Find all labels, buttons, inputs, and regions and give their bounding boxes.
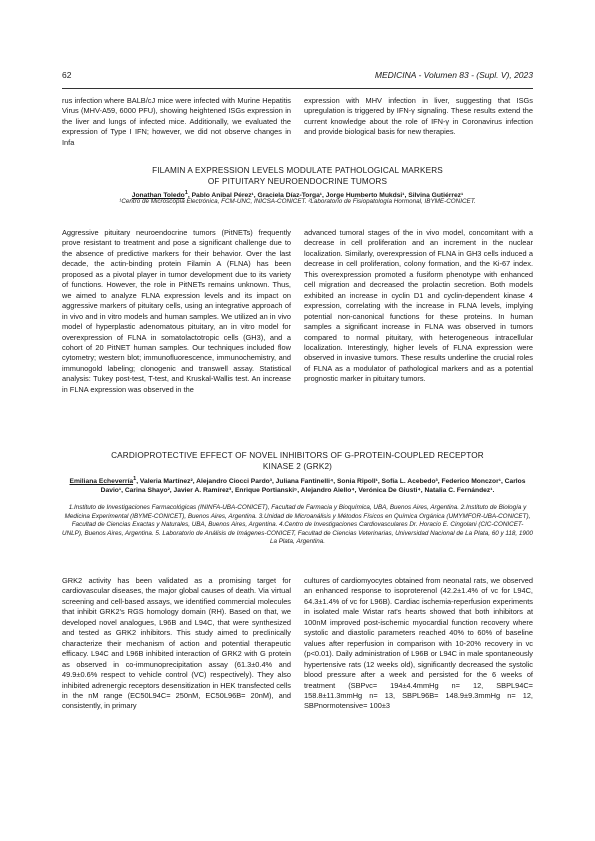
abstract1-title bbox=[62, 166, 533, 187]
abstract1-presenting-author: Jonathan Toledo bbox=[131, 192, 185, 200]
abstract1-left: Aggressive pituitary neuroendocrine tumors (PitNETs) frequently prove resistant to treatment and pose a significant challenge due to the absence of predictive markers for their behavior. Over the last decade, the actin-binding protein Filamin A (FLNA) has been proposed as a pivotal player in tumor development due to its variety of functions. However, the role in PitNETs remains unknown. Thus, we aimed to analyze FLNA expression levels and its impact on aggressive markers of pituitary cells, using an integrative approach of in vivo and in vitro models and human samples. We utilized an in vivo model of hyperplastic adenomatous pituitary, an in vitro model for overexpression of FLNA in somatolactotropic cells (GH3), and a cohort of 20 PitNET human samples. Our techniques included flow cytometry; western blot; immunofluorescence, immunochemistry, and immunogold labeling; clonogenic and transwell assay. Statistical analysis: Tukey post-test, T-test, and Kruskal-Wallis test. An increase in FLNA expression was observed in the bbox=[62, 228, 291, 394]
abstract2-left: GRK2 activity has been validated as a promising target for cardiovascular diseases, the major global causes of death. Via virtual screening and cell-based assays, we identified commercial molecules that inhibit GRK2's RGS homology domain (RH). Based on that, we developed novel analogues, L96B and L94C, that were synthesized and tested as GRK2 inhibitors. This study aimed to preclinically characterize their mechanism of action and potential therapeutic efficacy. L94C and L96B inhibited interaction of GRK2 with G protein as observed in co-immunoprecipitation assay (61.3±0.4% and 49.9±0.6% respect to vehicle control (VC) respectively). They also inhibited adrenergic receptors desensitization in HEK transfected cells in the nM range (EC50L94C= 250nM, EC50L96B= 20nM), and consistently, in primary bbox=[62, 576, 291, 711]
abstract2-title-line2: KINASE 2 (GRK2) bbox=[262, 461, 333, 471]
abstract1-affiliations: ¹Centro de Microscopía Electrónica, FCM-UNC, INICSA-CONICET. ²Laboratorio de Fisiopatología Hormonal, IBYME-CONICET. bbox=[119, 198, 476, 205]
abstract2-presenting-author: Emiliana Echeverría bbox=[69, 478, 134, 486]
prev-abstract-left: rus infection where BALB/cJ mice were infected with Murine Hepatitis Virus (MHV-A59, 6000 PFU), showing heightened ISGs expression in the liver and lungs of infected mice. Additionally, we evaluated the expression of Type I IFN; however, we did not observe changes in Infa bbox=[62, 96, 291, 147]
abstract1-title-line1: FILAMIN A EXPRESSION LEVELS MODULATE PATHOLOGICAL MARKERS bbox=[152, 166, 443, 175]
page-number: 62 bbox=[62, 70, 72, 80]
abstract1-right: advanced tumoral stages of the in vivo model, concomitant with a decrease in cell proliferation and an increment in the nuclear localization. Similarly, overexpression of FLNA in GH3 cells induced a decrease in cell proliferation, colony formation, and the Ki-67 index. This overexpression promoted a fusiform phenotype with enhanced cell migration and decreased the prolactin secretion. Both models exhibited an increase in cyclin D1 and cyclin-dependent kinase 4 expression, correlating with the increase in FLNA levels, implying potential non-canonical functions for these proteins. In human samples a significant increase in FLNA was observed in tumors compared to normal pituitary, with heterogeneous intracellular localization. Interestingly, higher levels of FLNA expression were observed in invasive tumors. These results underline the crucial roles of FLNA as a modulator of pathological markers and as a potential prognostic marker in pituitary tumors. bbox=[304, 228, 533, 384]
abstract2-authors bbox=[62, 475, 533, 495]
abstract1-title-line2: OF PITUITARY NEUROENDOCRINE TUMORS bbox=[207, 176, 388, 186]
abstract2-right: cultures of cardiomyocytes obtained from neonatal rats, we observed an enhanced response to isoproterenol (42.2±1.4% of vc for L94C, 64.3±1.4% of vc for L96B). Cardiac ischemia-reperfusion experiments in isolated male Wistar rat's hearts showed that both inhibitors at 100nM improved post-ischemic myocardial function recovery where systolic and diastolic parameters reached 40% to 60% of baseline values after reperfusion in comparison with 10-20% recovery in vc (p<0.01). Daily administration of L96B or L94C in male spontaneously hypertensive rats (12 weeks old), significantly decreased the systolic blood pressure after a week and persisted for the 6 weeks of treatment (SBPvc= 194±4.4mmHg n= 12, SBPL94C= 158.8±11.3mmHg n= 13, SBPL96B= 148.9±9.3mmHg n= 12, SBPnormotensive= 100±3 bbox=[304, 576, 533, 711]
running-header: MEDICINA - Volumen 83 - (Supl. V), 2023 bbox=[374, 70, 533, 80]
abstract2-affiliations: 1.Instituto de Investigaciones Farmacológicas (ININFA-UBA-CONICET), Facultad de Farmacia y Bioquímica, UBA, Buenos Aires, Argentina. 2.Instituto de Biología y Medicina Experimental (IBYME-CONICET), Buenos Aires, Argentina. 3.Unidad de Microanálisis y Métodos Físicos en Química Orgánica (UMYMFOR-UBA-CONICET), Facultad de Ciencias Exactas y Naturales, UBA, Buenos Aires, Argentina. 4.Centro de Investigaciones Cardiovasculares Dr. Horacio E. Cingolani (CIC-CONICET-UNLP), Buenos Aires, Argentina. 5. Laboratorio de Análisis de Imágenes-CONICET, Facultad de Ciencias Veterinarias, Universidad Nacional de La Plata, 60 y 118, 1900 La Plata, Argentina. bbox=[62, 504, 533, 546]
abstract2-title-line1: CARDIOPROTECTIVE EFFECT OF NOVEL INHIBITORS OF G-PROTEIN-COUPLED RECEPTOR bbox=[111, 451, 484, 460]
prev-abstract-right: expression with MHV infection in liver, suggesting that ISGs upregulation is triggered by IFN-γ signaling. These results extend the current knowledge about the role of IFN-γ in Coronavirus infection and provide biological basis for new therapies. bbox=[304, 96, 533, 137]
abstract2-title bbox=[62, 451, 533, 472]
abstract1-other-authors: , Pablo Anibal Pérez¹, Graciela Díaz-Torga¹, Jorge Humberto Mukdsi¹, Silvina Gutiérrez¹ bbox=[187, 192, 464, 200]
abstract2-presenting-author-sup: 1 bbox=[133, 476, 137, 482]
abstract2-other-authors: , Valeria Martínez², Alejandro Ciocci Pardo³, Juliana Fantinelli⁴, Sonia Ripoll¹, Sofía L. Acebedo³, Federico Monczor¹, Carlos Davio¹, Carina Shayo², Javier A. Ramírez³, Enrique Portianski⁵, Alejandro Aiello⁴, Verónica De Giusti⁴, Natalia C. Fernández¹. bbox=[100, 478, 526, 495]
header-rule bbox=[62, 88, 533, 89]
abstract1-presenting-author-sup: 1 bbox=[184, 190, 188, 196]
